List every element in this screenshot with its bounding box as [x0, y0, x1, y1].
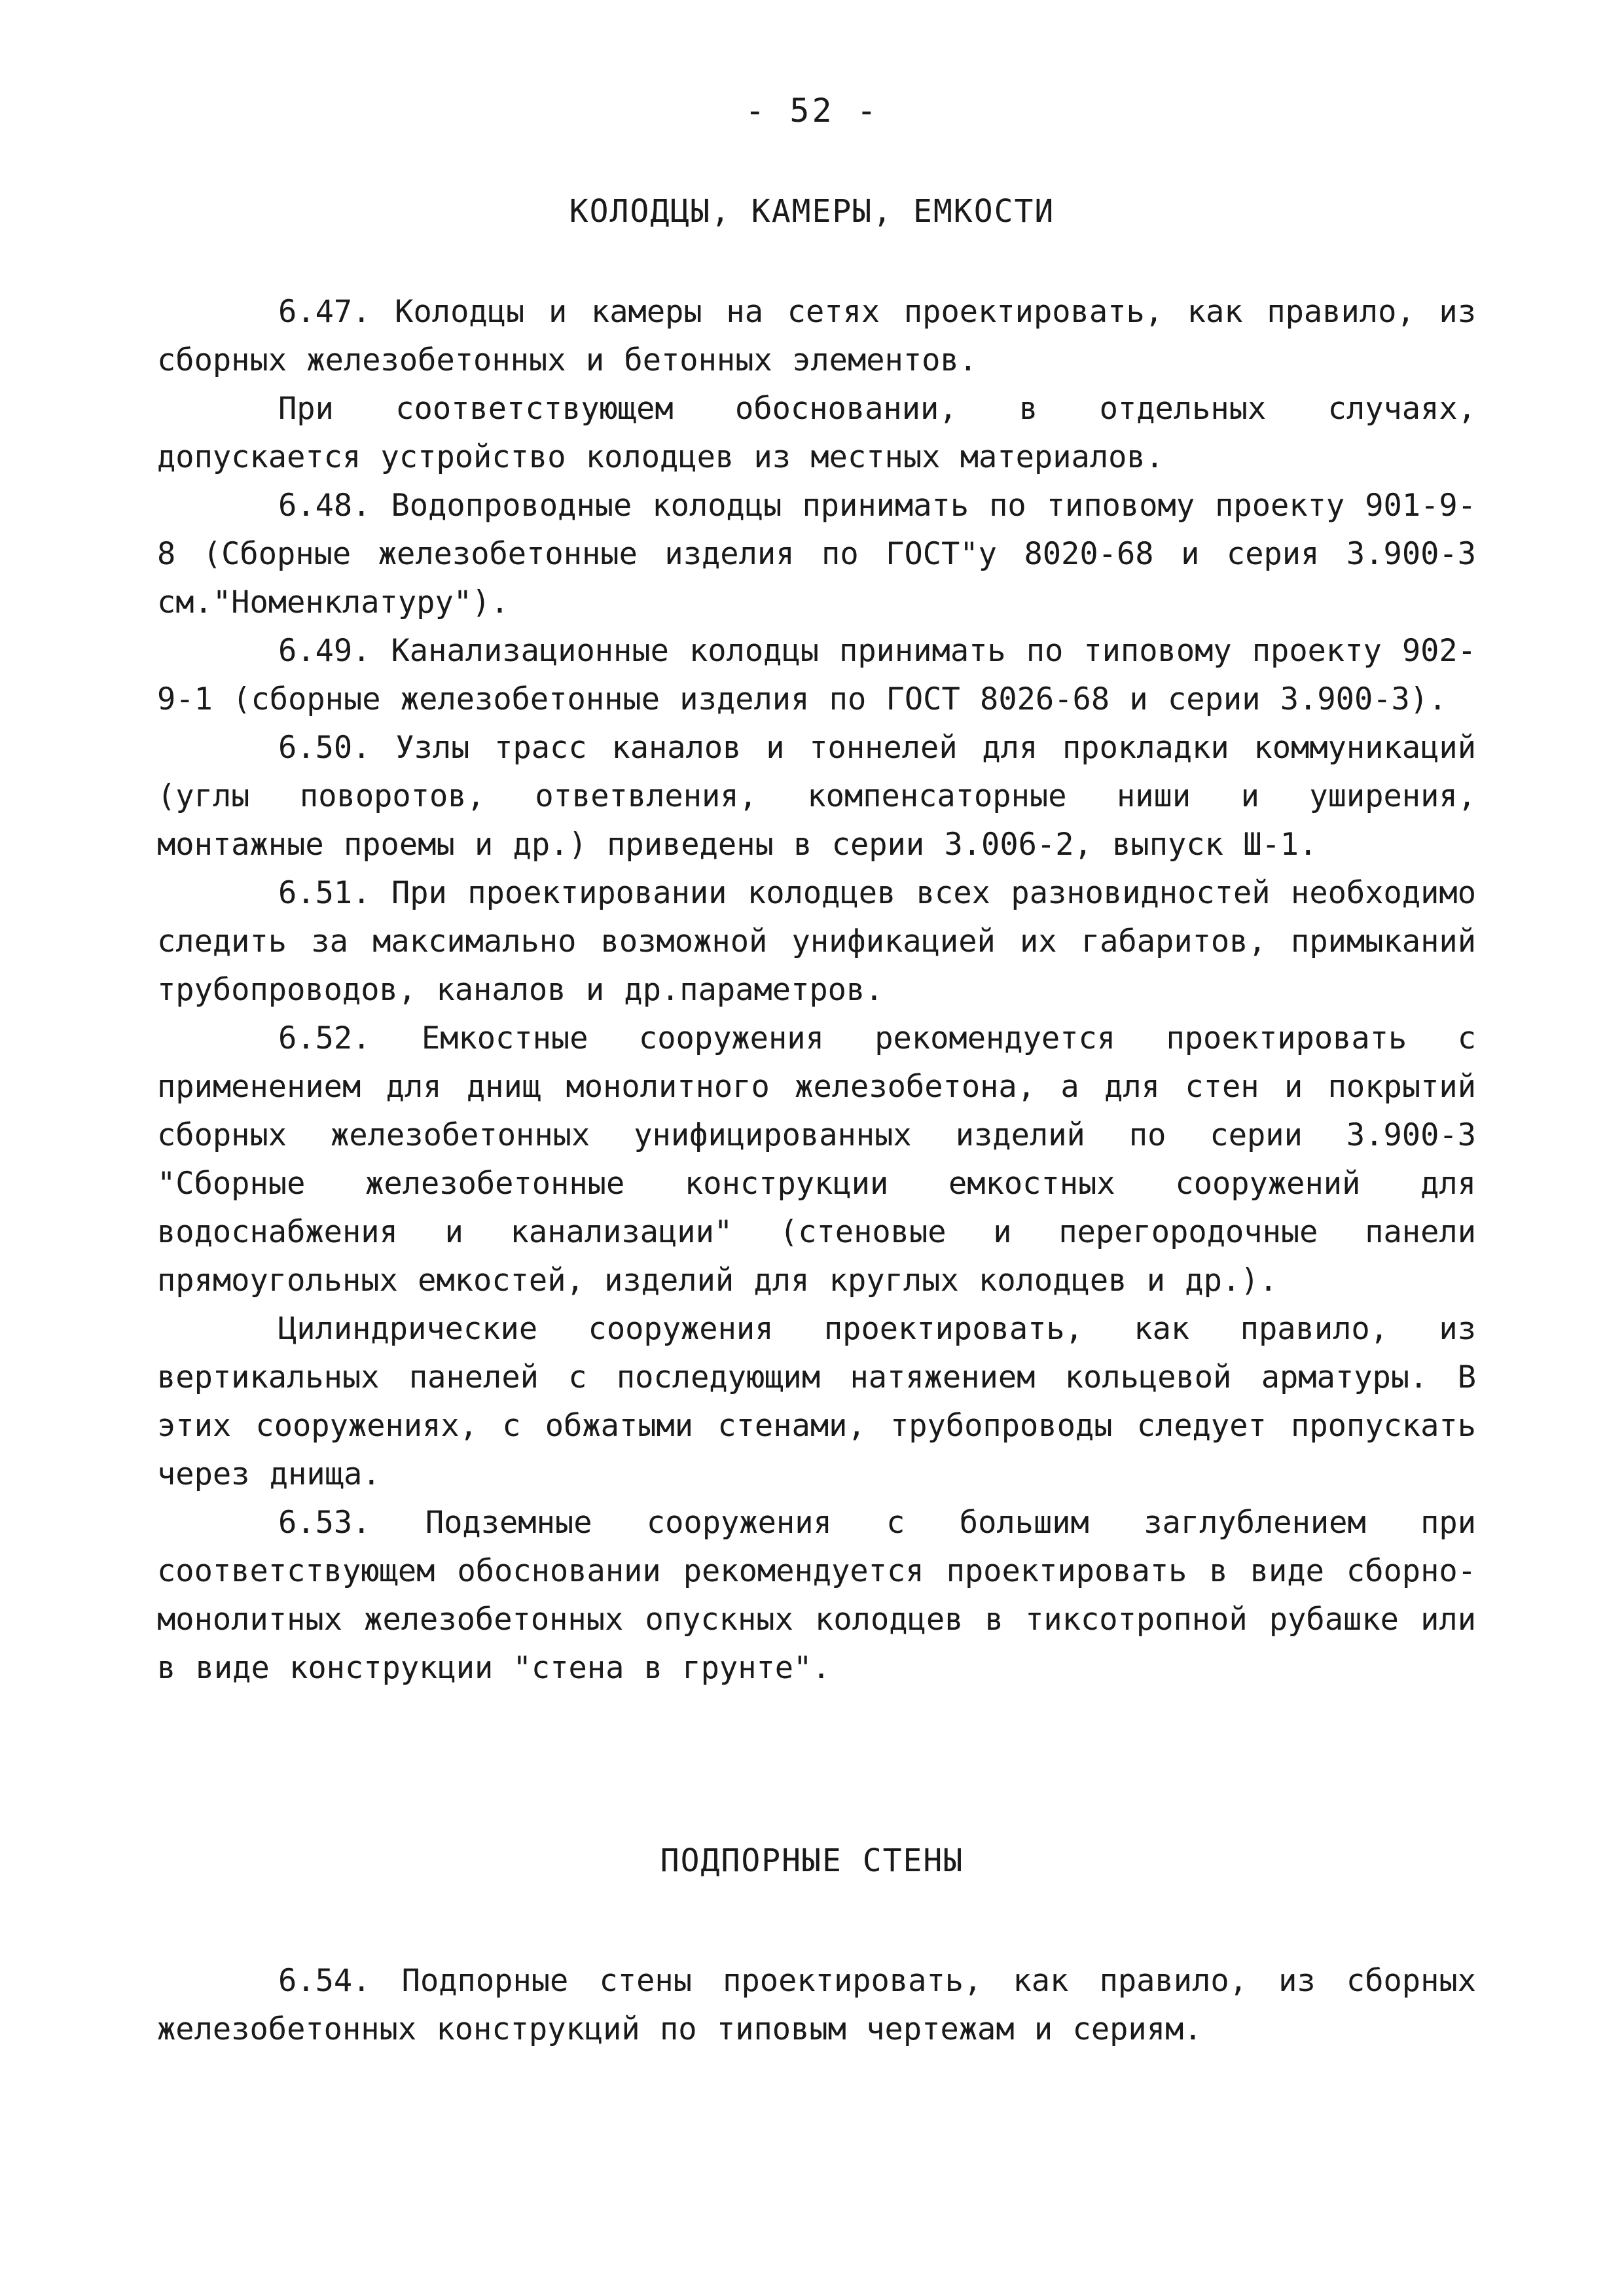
section-heading-wells-chambers-tanks: КОЛОДЦЫ, КАМЕРЫ, ЕМКОСТИ — [569, 193, 1055, 230]
paragraph-6-52: 6.52. Емкостные сооружения рекомендуется проектировать с применением для днищ монолитного железобетона, а для стен и покрытий сборных железобетонных унифицированных изделий по серии 3.900-3 "Сборные железобетонные конструкции емкостных сооружений для водоснабжения и канализации" (стеновые и перегородочные панели прямоугольных емкостей, изделий для круглых колодцев и др.). — [157, 1020, 1476, 1299]
paragraph-6-47-continued: При соответствующем обосновании, в отдельных случаях, допускается устройство колодцев из местных материалов. — [157, 391, 1476, 475]
section-body-retaining-walls — [157, 1957, 1476, 2054]
page-number: - 52 - — [745, 92, 879, 130]
paragraph-6-50: 6.50. Узлы трасс каналов и тоннелей для прокладки коммуникаций (углы поворотов, ответвления, компенсаторные ниши и уширения, монтажные проемы и др.) приведены в серии 3.006-2, выпуск Ш-1. — [157, 730, 1476, 863]
paragraph-6-51: 6.51. При проектировании колодцев всех разновидностей необходимо следить за максимально возможной унификацией их габаритов, примыканий трубопроводов, каналов и др.параметров. — [157, 875, 1476, 1008]
paragraph-6-52-continued: Цилиндрические сооружения проектировать, как правило, из вертикальных панелей с последующим натяжением кольцевой арматуры. В этих сооружениях, с обжатыми стенами, трубопроводы следует пропускать через днища. — [157, 1311, 1476, 1492]
section-body-wells-chambers-tanks — [157, 288, 1476, 1693]
section-heading-retaining-walls: ПОДПОРНЫЕ СТЕНЫ — [660, 1842, 964, 1879]
paragraph-6-54: 6.54. Подпорные стены проектировать, как правило, из сборных железобетонных конструкций по типовым чертежам и сериям. — [157, 1963, 1476, 2047]
paragraph-6-49: 6.49. Канализационные колодцы принимать по типовому проекту 902-9-1 (сборные железобетонные изделия по ГОСТ 8026-68 и серии 3.900-3). — [157, 633, 1476, 717]
paragraph-6-48: 6.48. Водопроводные колодцы принимать по типовому проекту 901-9-8 (Сборные железобетонные изделия по ГОСТ"у 8020-68 и серия 3.900-3 см."Номенклатуру"). — [157, 488, 1476, 620]
paragraph-6-47: 6.47. Колодцы и камеры на сетях проектировать, как правило, из сборных железобетонных и бетонных элементов. — [157, 294, 1476, 378]
paragraph-6-53: 6.53. Подземные сооружения с большим заглублением при соответствующем обосновании рекомендуется проектировать в виде сборно-монолитных железобетонных опускных колодцев в тиксотропной рубашке или в виде конструкции "стена в грунте". — [157, 1505, 1476, 1686]
